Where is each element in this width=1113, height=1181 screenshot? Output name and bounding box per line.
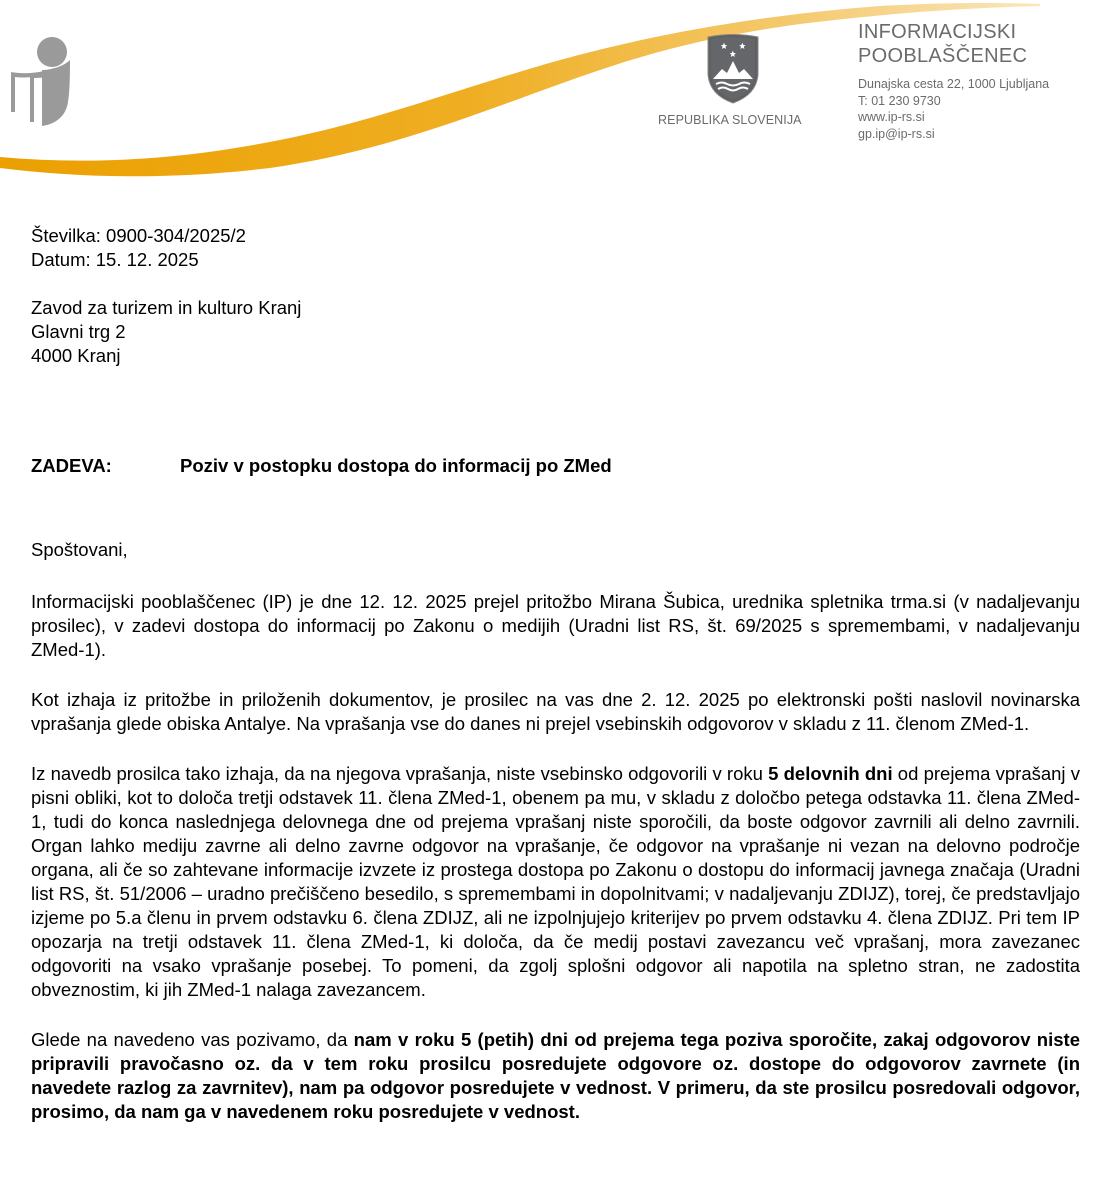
org-phone: T: 01 230 9730 bbox=[858, 93, 941, 108]
org-email[interactable]: gp.ip@ip-rs.si bbox=[858, 126, 935, 141]
recipient-street: Glavni trg 2 bbox=[31, 321, 126, 342]
paragraph-3 bbox=[31, 762, 1080, 1002]
document-date: Datum: 15. 12. 2025 bbox=[31, 249, 199, 270]
republic-label: REPUBLIKA SLOVENIJA bbox=[658, 113, 802, 127]
org-address: Dunajska cesta 22, 1000 Ljubljana bbox=[858, 77, 1050, 91]
subject-line bbox=[31, 454, 1080, 478]
paragraph-4-text-a: Glede na navedeno vas pozivamo, da bbox=[31, 1029, 354, 1050]
subject-text: Poziv v postopku dostopa do informacij po ZMed bbox=[180, 455, 612, 476]
paragraph-1: Informacijski pooblaščenec (IP) je dne 12. 12. 2025 prejel pritožbo Mirana Šubica, urednika spletnika trma.si (v nadaljevanju prosilec), v zadevi dostopa do informacij po Zakonu o medijih (Uradni list RS, št. 69/2025 s spremembami, v nadaljevanju ZMed-1). bbox=[31, 591, 1080, 660]
org-name-line1: INFORMACIJSKI bbox=[858, 21, 1017, 43]
subject-label: ZADEVA: bbox=[31, 455, 112, 476]
paragraph-4-bold: nam v roku 5 (petih) dni od prejema tega poziva sporočite, zakaj odgovorov niste pripravili pravočasno oz. da v tem roku prosilcu posredujete odgovore oz. dostope do odgovorov zavrnete (in navedete razlog za zavrnitev), nam pa odgovor posredujete v vednost. V primeru, da ste prosilcu posredovali odgovor, prosimo, da nam ga v navedenem roku posredujete v vednost. bbox=[31, 1029, 1080, 1122]
greeting: Spoštovani, bbox=[31, 539, 128, 560]
org-contact bbox=[858, 76, 1049, 142]
paragraph-3-bold: 5 delovnih dni bbox=[768, 763, 893, 784]
paragraph-3-text-a: Iz navedb prosilca tako izhaja, da na njegova vprašanja, niste vsebinsko odgovorili v roku bbox=[31, 763, 769, 784]
recipient-city: 4000 Kranj bbox=[31, 345, 121, 366]
paragraph-3-text-b: od prejema vprašanj v pisni obliki, kot to določa tretji odstavek 11. člena ZMed-1, obenem pa mu, v skladu z določbo petega odstavka 11. člena ZMed-1, tudi do konca naslednjega delovnega dne od prejema vprašanj niste sporočili, da boste odgovor zavrnili ali delno zavrnili. Organ lahko mediju zavrne ali delno zavrne odgovor na vprašanje, če odgovor na vprašanje ni vezan na delovno področje organa, ali če so zahtevane informacije izvzete iz prostega dostopa po Zakonu o dostopu do informacij javnega značaja (Uradni list RS, št. 51/2006 – uradno prečiščeno besedilo, s spremembami in dopolnitvami; v nadaljevanju ZDIJZ), torej, če predstavljajo izjeme po 5.a členu in prvem odstavku 6. člena ZDIJZ, ali ne izpolnjujejo kriterijev po prvem odstavku 4. člena ZDIJZ. Pri tem IP opozarja na tretji odstavek 11. člena ZMed-1, ki določa, da če medij postavi zavezancu več vprašanj, mora zavezanec odgovoriti na vsako vprašanje posebej. To pomeni, da zgolj splošni odgovor ali napotila na spletno stran, ne zadostita obveznostim, ki jih ZMed-1 nalaga zavezancem. bbox=[31, 763, 1080, 1000]
org-website[interactable]: www.ip-rs.si bbox=[858, 110, 925, 124]
recipient-name: Zavod za turizem in kulturo Kranj bbox=[31, 297, 302, 318]
org-name-line2: POOBLAŠČENEC bbox=[858, 45, 1028, 67]
letterhead bbox=[0, 0, 1113, 190]
ip-logo-icon bbox=[8, 30, 72, 130]
paragraph-4 bbox=[31, 1028, 1080, 1124]
letter-body bbox=[31, 224, 1080, 1124]
slovenia-coat-of-arms-icon bbox=[704, 33, 762, 105]
organization-block bbox=[858, 20, 1049, 142]
paragraph-2: Kot izhaja iz pritožbe in priloženih dokumentov, je prosilec na vas dne 2. 12. 2025 po elektronski pošti naslovil novinarska vprašanja glede obiska Antalye. Na vprašanja vse do danes ni prejel vsebinskih odgovorov v skladu z 11. členom ZMed-1. bbox=[31, 689, 1080, 734]
document-number: Številka: 0900-304/2025/2 bbox=[31, 225, 246, 246]
